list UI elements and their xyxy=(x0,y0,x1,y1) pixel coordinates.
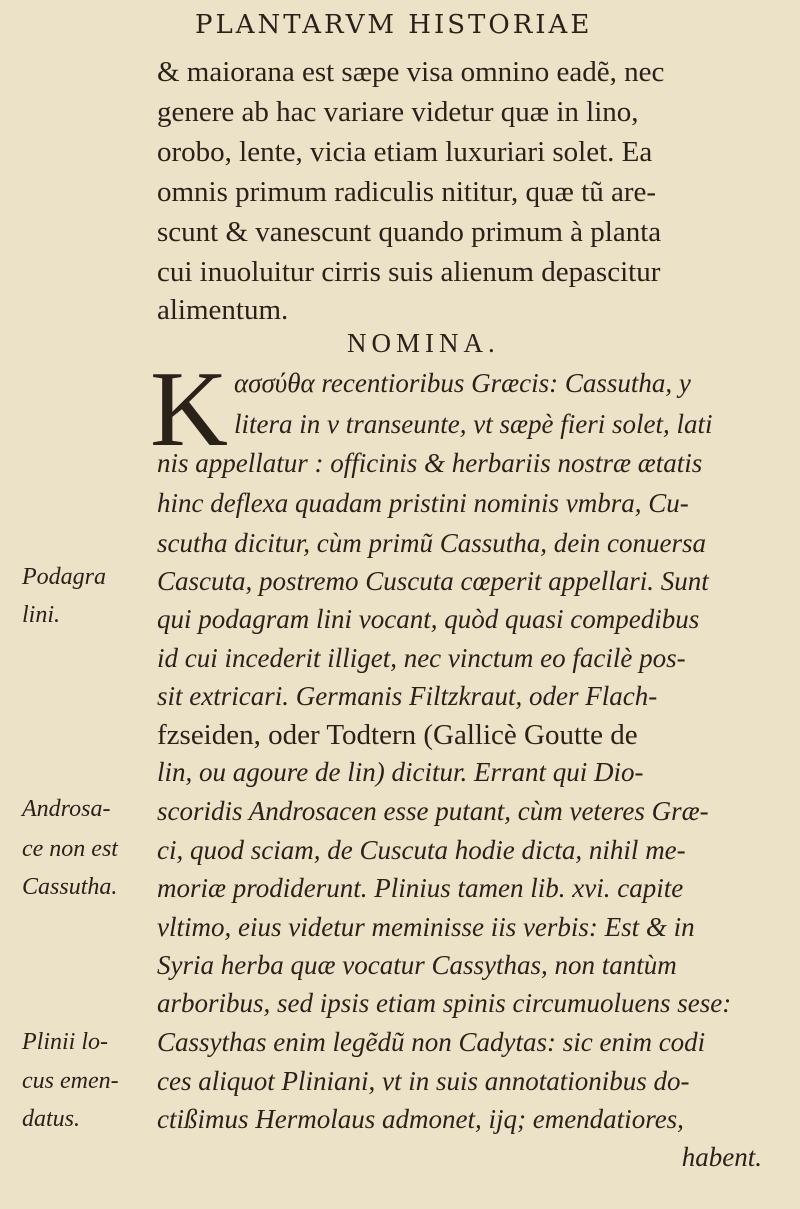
text-line: hinc deflexa quadam pristini nominis vmbra, Cu- xyxy=(157,488,689,518)
text-line: & maiorana est sæpe visa omnino eadẽ, nec xyxy=(157,56,665,88)
margin-note: Plinii lo- xyxy=(22,1029,108,1055)
margin-note: datus. xyxy=(22,1106,81,1132)
text-line: qui podagram lini vocant, quòd quasi compedibus xyxy=(157,604,700,634)
text-line: litera in v transeunte, vt sæpè fieri solet, lati xyxy=(234,409,713,439)
text-line: ctißimus Hermolaus admonet, ijq; emendatiores, xyxy=(157,1104,684,1134)
text-line: sit extricari. Germanis Filtzkraut, oder Flach- xyxy=(157,681,658,711)
running-header: PLANTARVM HISTORIAE xyxy=(195,10,593,40)
margin-note: cus emen- xyxy=(22,1068,119,1094)
margin-note: ce non est xyxy=(22,836,118,862)
text-line: lin, ou agoure de lin) dicitur. Errant qui Dio- xyxy=(157,757,644,787)
text-line: arboribus, sed ipsis etiam spinis circumuoluens sese: xyxy=(157,988,732,1018)
text-line: nis appellatur : officinis & herbariis nostræ ætatis xyxy=(157,448,703,478)
section-title: NOMINA. xyxy=(347,328,500,358)
text-line: Cassythas enim legẽdũ non Cadytas: sic enim codi xyxy=(157,1027,706,1057)
text-line: cui inuoluitur cirris suis alienum depascitur xyxy=(157,256,661,288)
text-line: genere ab hac variare videtur quæ in lino, xyxy=(157,96,639,128)
text-line: scoridis Androsacen esse putant, cùm veteres Græ- xyxy=(157,796,709,826)
text-line: scunt & vanescunt quando primum à planta xyxy=(157,216,662,248)
text-line: moriæ prodiderunt. Plinius tamen lib. xvi. capite xyxy=(157,873,684,903)
margin-note: Podagra xyxy=(22,564,106,590)
text-line: alimentum. xyxy=(157,294,289,326)
margin-note: Androsa- xyxy=(22,796,111,822)
text-line: scutha dicitur, cùm primũ Cassutha, dein conuersa xyxy=(157,528,706,558)
drop-cap: K xyxy=(150,350,228,469)
text-line: vltimo, eius videtur meminisse iis verbis: Est & in xyxy=(157,912,695,942)
margin-note: Cassutha. xyxy=(22,874,118,900)
text-line: Syria herba quæ vocatur Cassythas, non tantùm xyxy=(157,950,677,980)
text-line: habent. xyxy=(681,1142,762,1172)
margin-note: lini. xyxy=(22,602,61,628)
text-line: ces aliquot Pliniani, vt in suis annotationibus do- xyxy=(157,1066,690,1096)
text-line: ασσύθα recentioribus Græcis: Cassutha, y xyxy=(234,368,691,398)
text-line: id cui incederit illiget, nec vinctum eo facilè pos- xyxy=(157,643,686,673)
text-line: orobo, lente, vicia etiam luxuriari solet. Ea xyxy=(157,136,653,168)
text-line: Cascuta, postremo Cuscuta cœperit appellari. Sunt xyxy=(157,566,709,596)
text-line: ci, quod sciam, de Cuscuta hodie dicta, nihil me- xyxy=(157,835,686,865)
text-line: omnis primum radiculis nititur, quæ tũ are- xyxy=(157,176,657,208)
text-line: fzseiden, oder Todtern (Gallicè Goutte de xyxy=(157,719,638,751)
